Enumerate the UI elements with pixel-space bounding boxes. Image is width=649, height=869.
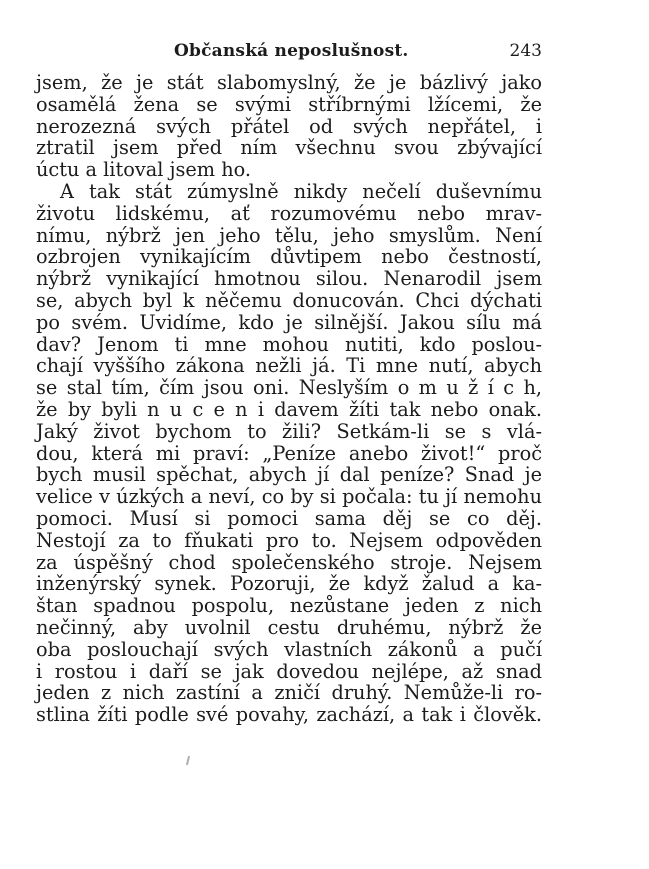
text-line: úctu a litoval jsem ho. <box>36 158 252 182</box>
text-line: stlina žíti podle své povahy, zachází, a tak i člověk. <box>36 703 542 727</box>
text-line: pomoci. Musí si pomoci sama děj se co děj. <box>36 506 542 530</box>
text-line: nerozezná svých přátel od svých nepřátel, i <box>36 114 542 138</box>
text-line: nečinný, aby uvolnil cestu druhému, nýbrž že <box>36 615 542 639</box>
text-line: za úspěšný chod společenského stroje. Nejsem <box>36 550 542 574</box>
text-line: jeden z nich zastíní a zničí druhý. Nemůže-li ro- <box>36 681 542 705</box>
text-line: štan spadnou pospolu, nezůstane jeden z nich <box>36 594 542 618</box>
text-line: velice v úzkých a neví, co by si počala: tu jí nemohu <box>36 485 542 509</box>
text-line: nýbrž vynikající hmotnou silou. Nenarodil jsem <box>36 267 542 291</box>
text-line: A tak stát zúmyslně nikdy nečelí duševnímu <box>60 179 542 203</box>
text-line: ztratil jsem před ním všechnu svou zbývající <box>36 136 542 160</box>
ink-speck <box>186 756 190 765</box>
text-line: osamělá žena se svými stříbrnými lžícemi, že <box>36 92 542 116</box>
text-line: dav? Jenom ti mne mohou nutiti, kdo poslou- <box>36 332 542 356</box>
running-title: Občanská neposlušnost. <box>174 41 409 61</box>
text-line: po svém. Uvidíme, kdo je silnější. Jakou sílu má <box>36 310 542 334</box>
text-line: Nestojí za to fňukati pro to. Nejsem odpověden <box>36 528 542 552</box>
text-line: jsem, že je stát slabomyslný, že je bázlivý jako <box>36 71 542 94</box>
text-line: se stal tím, čím jsou oni. Neslyším o m u ž í c h, <box>36 376 542 400</box>
text-line: životu lidskému, ať rozumovému nebo mrav- <box>36 201 542 225</box>
text-line: že by byli n u c e n i davem žíti tak nebo onak. <box>36 397 542 421</box>
text-line: chají vyššího zákona nežli já. Ti mne nutí, abych <box>36 354 542 378</box>
body-text <box>36 72 542 726</box>
text-line: i rostou i daří se jak dovedou nejlépe, až snad <box>36 659 542 683</box>
running-head <box>36 41 542 67</box>
text-line: oba poslouchají svých vlastních zákonů a pučí <box>36 637 542 661</box>
text-line: bych musil spěchat, abych jí dal peníze? Snad je <box>36 463 542 487</box>
text-line: dou, která mi praví: „Peníze anebo život!“ proč <box>36 441 542 465</box>
text-line: ozbrojen vynikajícím důvtipem nebo čestností, <box>36 245 542 269</box>
text-line: inženýrský synek. Pozoruji, že když žalud a ka- <box>36 572 542 596</box>
page-number: 243 <box>509 41 542 61</box>
text-line: Jaký život bychom to žili? Setkám-li se s vlá- <box>36 419 542 443</box>
text-line: se, abych byl k něčemu donucován. Chci dýchati <box>36 288 542 312</box>
text-line: nímu, nýbrž jen jeho tělu, jeho smyslům. Není <box>36 223 542 247</box>
